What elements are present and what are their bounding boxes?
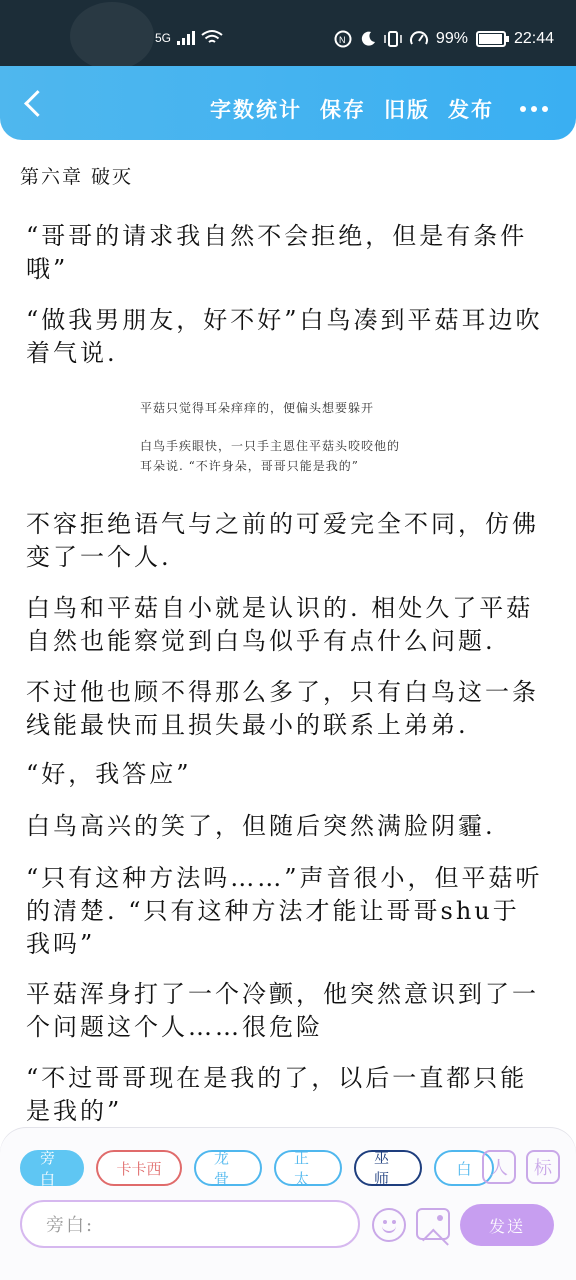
role-chip[interactable]: 巫师 — [354, 1150, 422, 1186]
moon-icon — [360, 31, 376, 47]
nfc-icon — [334, 30, 352, 48]
inset-image-line: 平菇只觉得耳朵痒痒的，便偏头想要躲开 — [140, 401, 375, 415]
vibrate-icon — [384, 31, 402, 47]
role-chip[interactable]: 卡卡西 — [96, 1150, 182, 1186]
paragraph: 不容拒绝语气与之前的可爱完全不同，仿佛变了一个人. — [26, 510, 539, 571]
paragraph: “只有这种方法吗……”声音很小，但平菇听的清楚. “只有这种方法才能让哥哥shu于我吗” — [26, 864, 543, 958]
role-selector — [20, 1149, 472, 1190]
message-input[interactable] — [20, 1200, 360, 1248]
inset-image-line: 耳朵说. “不许身朵，哥哥只能是我的” — [140, 459, 359, 473]
battery-icon — [476, 31, 506, 47]
old-version-button[interactable]: 旧版 — [384, 98, 430, 122]
character-icon[interactable]: 人 — [482, 1150, 516, 1184]
network-label: 5G — [155, 31, 172, 45]
paragraph: 不过他也顾不得那么多了，只有白鸟这一条线能最快而且损失最小的联系上弟弟. — [26, 678, 539, 739]
publish-button[interactable]: 发布 — [448, 98, 494, 122]
more-options-icon[interactable] — [520, 106, 548, 112]
paragraph: 平菇浑身打了一个冷颤，他突然意识到了一个问题这个人……很危险 — [26, 980, 539, 1041]
speedometer-icon — [410, 30, 428, 48]
emoji-icon[interactable] — [372, 1208, 406, 1242]
wifi-icon — [201, 30, 223, 46]
clock: 22:44 — [513, 30, 554, 47]
paragraph: 白鸟高兴的笑了，但随后突然满脸阴霾. — [26, 812, 496, 840]
app-bar — [0, 66, 576, 140]
paragraph: “好，我答应” — [26, 760, 192, 788]
paragraph: 白鸟和平菇自小就是认识的. 相处久了平菇自然也能察觉到白鸟似乎有点什么问题. — [26, 594, 534, 655]
status-bar — [0, 0, 576, 66]
status-left — [155, 30, 223, 46]
appbar-actions — [210, 94, 548, 124]
chapter-title: 第六章 破灭 — [20, 166, 134, 188]
inset-image-line: 白鸟手疾眼快，一只手主恩住平菇头咬咬他的 — [140, 439, 401, 453]
image-icon[interactable] — [416, 1208, 450, 1240]
svg-text:N: N — [338, 35, 346, 45]
send-button[interactable]: 发送 — [460, 1204, 554, 1246]
status-right — [334, 30, 554, 48]
tag-icon[interactable]: 标 — [526, 1150, 560, 1184]
paragraph: “不过哥哥现在是我的了，以后一直都只能是我的” — [26, 1064, 528, 1125]
battery-percent: 99% — [435, 30, 468, 47]
back-arrow-icon[interactable] — [18, 86, 50, 120]
chapter-content[interactable] — [0, 140, 576, 1130]
signal-icon — [177, 31, 195, 45]
floating-bubble — [70, 2, 154, 70]
input-placeholder: 旁白: — [46, 1215, 95, 1236]
role-chip[interactable]: 龙骨 — [194, 1150, 262, 1186]
paragraph: “做我男朋友，好不好”白鸟凑到平菇耳边吹着气说. — [26, 306, 543, 367]
composer-panel — [0, 1128, 576, 1280]
save-button[interactable]: 保存 — [320, 98, 366, 122]
word-count-button[interactable]: 字数统计 — [210, 98, 302, 122]
role-chip[interactable]: 白 — [434, 1150, 494, 1186]
role-chip-narrator[interactable]: 旁白 — [20, 1150, 84, 1186]
paragraph: “哥哥的请求我自然不会拒绝，但是有条件哦” — [26, 222, 528, 283]
role-chip[interactable]: 正太 — [274, 1150, 342, 1186]
